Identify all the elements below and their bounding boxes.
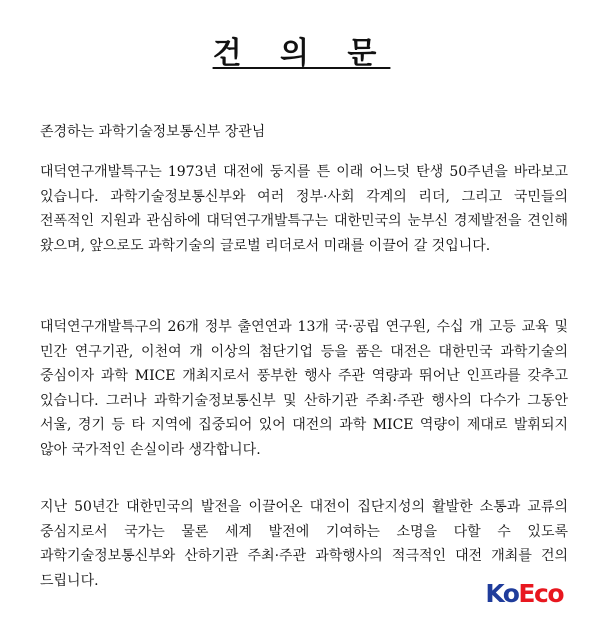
paragraph-3: 지난 50년간 대한민국의 발전을 이끌어온 대전이 집단지성의 활발한 소통과 교류의 중심지로서 국가는 물론 세계 발전에 기여하는 소명을 다할 수 있도록 과학기술정보통신부와 산하기관 주최·주관 과학행사의 적극적인 대전 개최를 건의 드립니다. <box>40 499 568 589</box>
logo-part-eco: Eco <box>518 579 563 608</box>
paragraph-2: 대덕연구개발특구의 26개 정부 출연연과 13개 국·공립 연구원, 수십 개 고등 교육 및 민간 연구기관, 이천여 개 이상의 첨단기업 등을 품은 대전은 대한민국 과학기술의 중심이자 과학 MICE 개최지로서 풍부한 행사 주관 역량과 뛰어난 인프라를 갖추고 있습니다. 그러나 과학기술정보통신부 및 산하기관 주최·주관 행사의 다수가 그동안 서울, 경기 등 타 지역에 집중되어 있어 대전의 과학 MICE 역량이 제대로 발휘되지 않아 국가적인 손실이라 생각합니다. <box>40 319 568 458</box>
logo-part-ko: Ko <box>485 579 519 608</box>
paragraph-1: 대덕연구개발특구는 1973년 대전에 둥지를 튼 이래 어느덧 탄생 50주년을 바라보고 있습니다. 과학기술정보통신부와 여러 정부·사회 각계의 리더, 그리고 국민들의 전폭적인 지원과 관심하에 대덕연구개발특구는 대한민국의 눈부신 경제발전을 견인해 왔으며, 앞으로도 과학기술의 글로벌 리더로서 미래를 이끌어 갈 것입니다. <box>40 164 568 254</box>
koeco-logo <box>485 579 563 609</box>
salutation: 존경하는 과학기술정보통신부 장관님 <box>40 124 266 140</box>
document-title-text: 건 의 문 <box>212 36 391 71</box>
document-title <box>0 36 603 72</box>
